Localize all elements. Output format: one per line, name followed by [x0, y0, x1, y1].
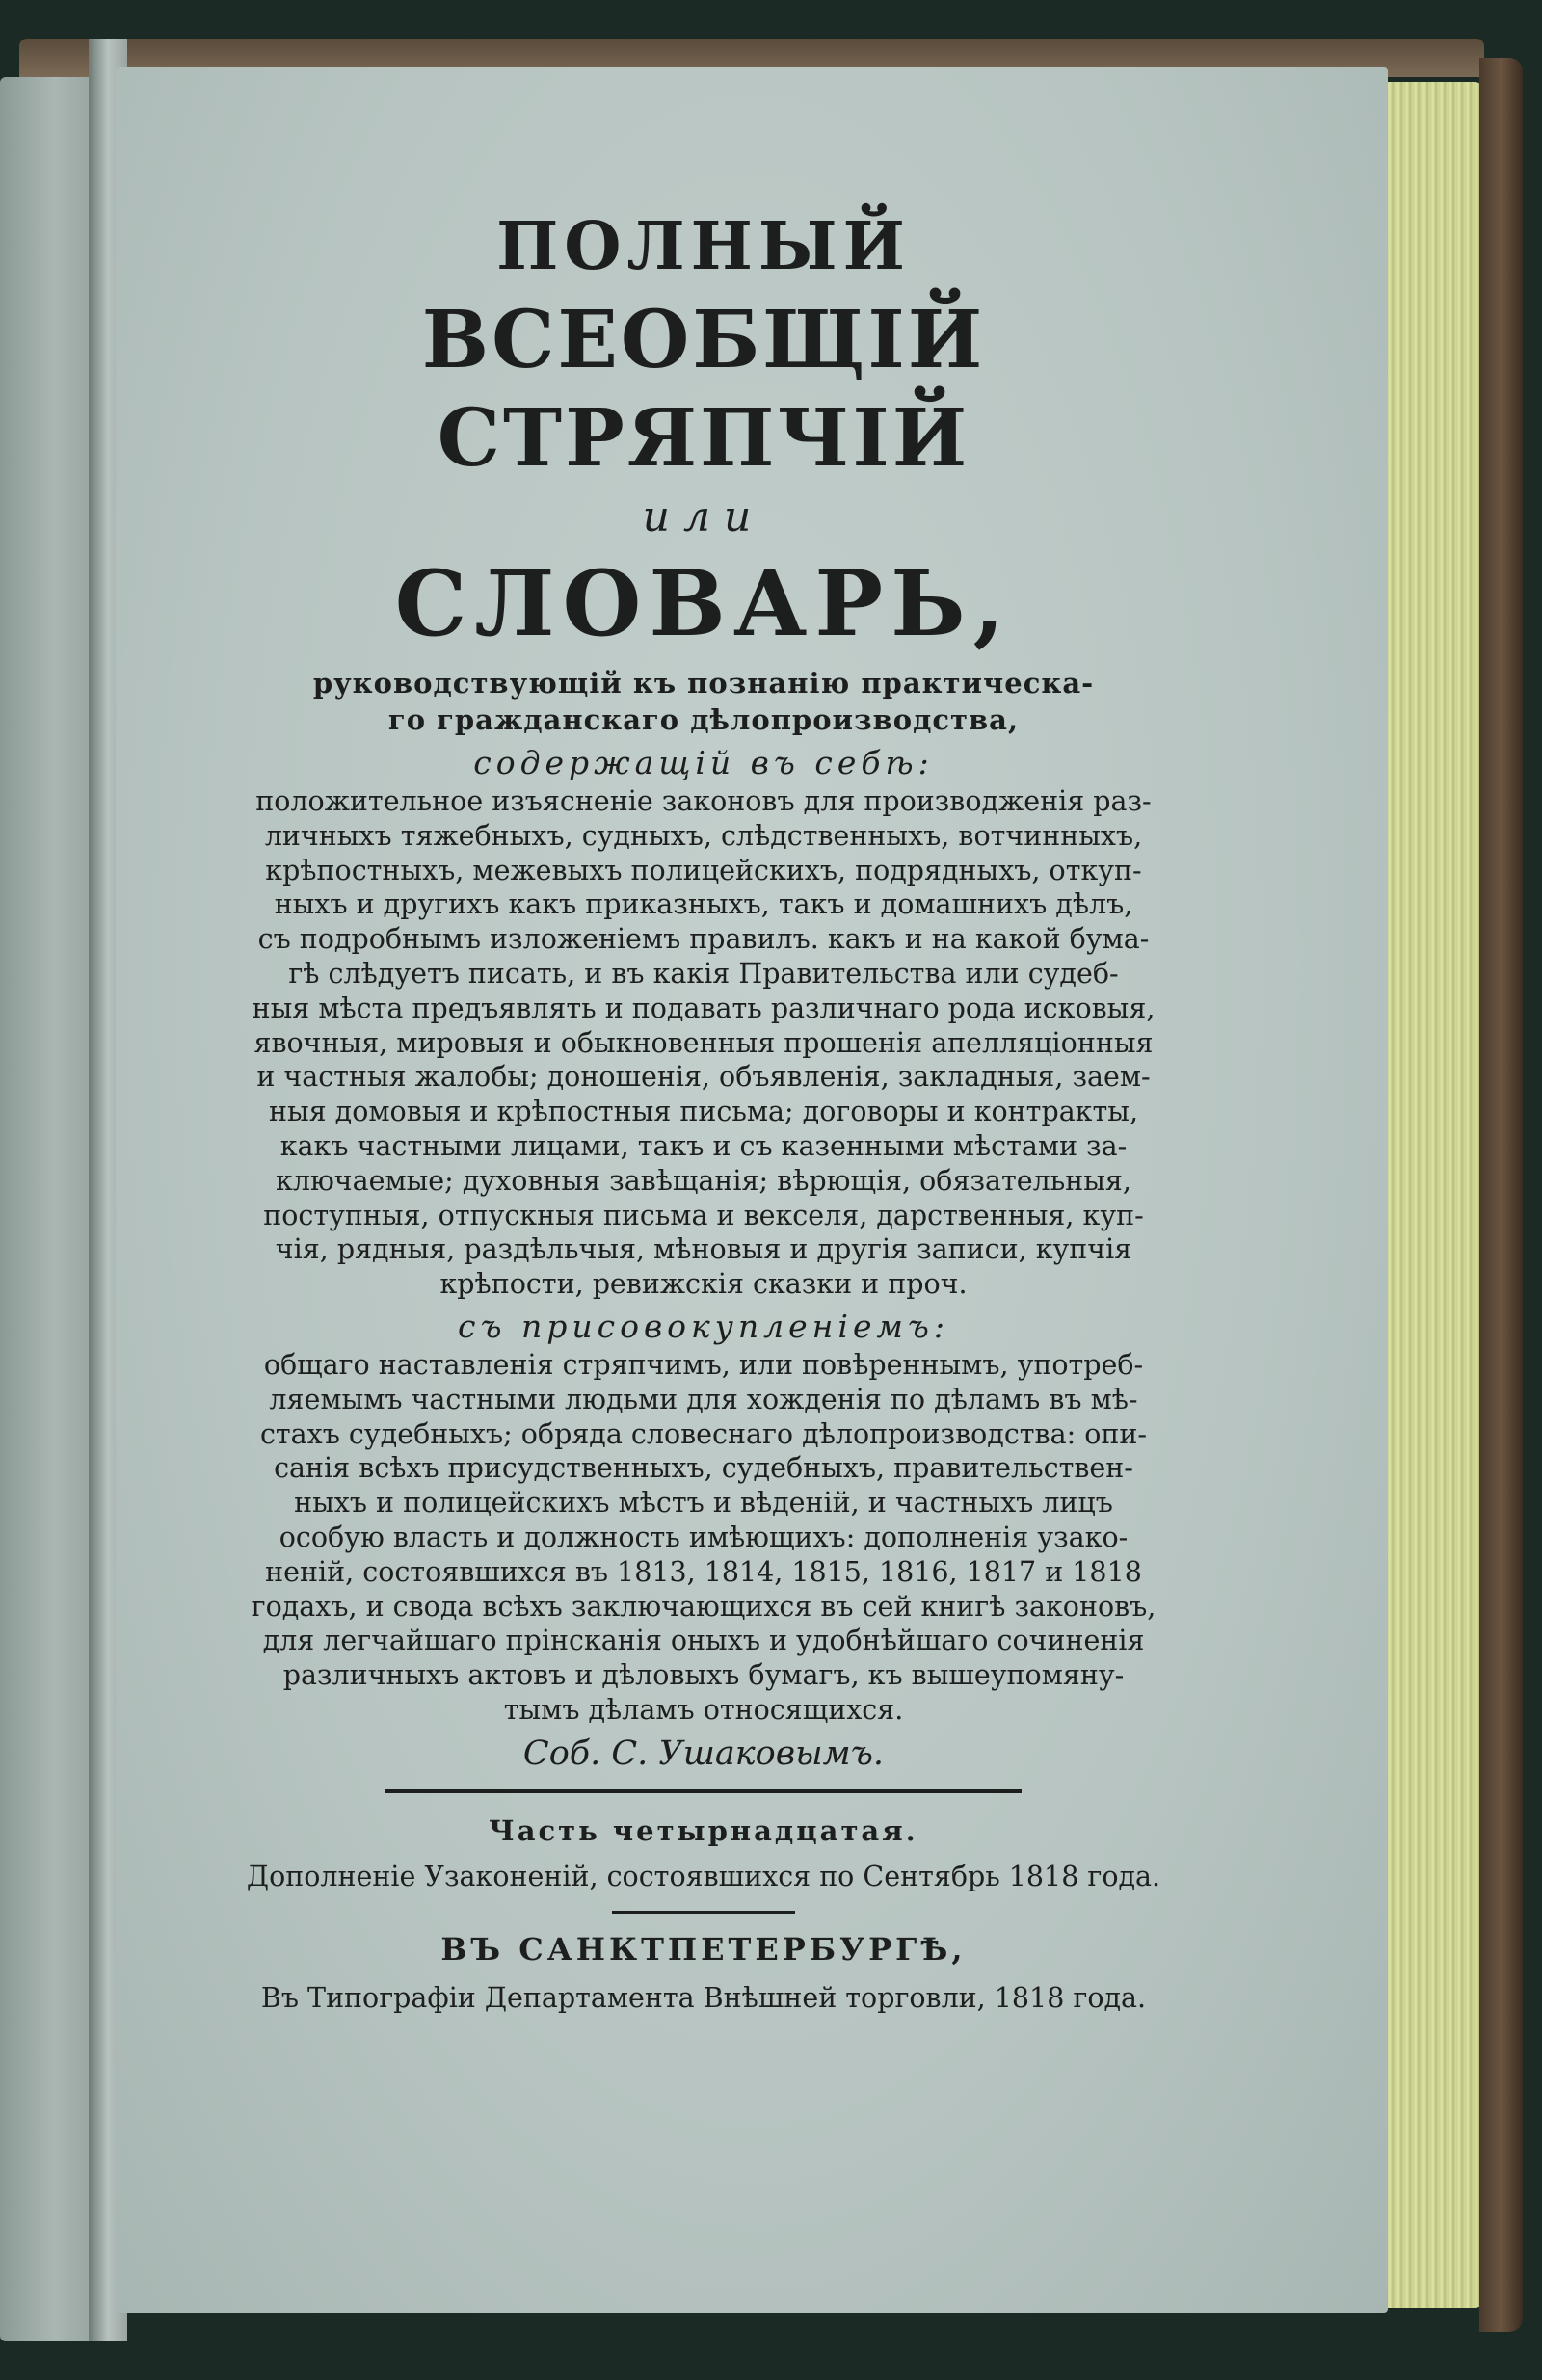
- subtitle-line-2: го гражданскаго дѣлопроизводства,: [387, 703, 1020, 736]
- imprint-printer: Въ Типографіи Департамента Внѣшней торговли, 1818 года.: [260, 1981, 1147, 2014]
- left-page-edge: [0, 77, 92, 2341]
- title-line-2: ВСЕОБЩІЙ СТРЯПЧІЙ: [421, 294, 986, 485]
- appendix-line: годахъ, и свода всѣхъ заключающихся въ сей книгѣ законовъ,: [251, 1590, 1156, 1623]
- author-credit: Соб. С. Ушаковымъ.: [522, 1733, 885, 1773]
- title-line-4: СЛОВАРЬ,: [394, 551, 1013, 657]
- contents-line: ключаемые; духовныя завѣщанія; вѣрющія, обязательныя,: [276, 1164, 1131, 1197]
- contents-line: ныя домовыя и крѣпостныя письма; договоры и контракты,: [268, 1096, 1139, 1128]
- appendix-line: стахъ судебныхъ; обряда словеснаго дѣлопроизводства: опи-: [259, 1417, 1148, 1450]
- appendix-paragraph: [193, 1348, 1214, 1728]
- contents-line: крѣпости, ревижскія сказки и проч.: [439, 1268, 968, 1301]
- appendix-line: неній, состоявшихся въ 1813, 1814, 1815, 1816, 1817 и 1818: [265, 1555, 1142, 1588]
- contents-line: поступныя, отпускныя письма и векселя, дарственныя, куп-: [263, 1199, 1144, 1231]
- contents-line: личныхъ тяжебныхъ, судныхъ, слѣдственныхъ, вотчинныхъ,: [264, 819, 1143, 852]
- supplement-note: Дополненіе Узаконеній, состоявшихся по Сентябрь 1818 года.: [246, 1860, 1161, 1892]
- appendix-line: особую власть и должность имѣющихъ: дополненія узако-: [279, 1521, 1129, 1553]
- appendix-line: санія всѣхъ присудственныхъ, судебныхъ, правительствен-: [274, 1452, 1133, 1485]
- contents-line: явочныя, мировыя и обыкновенныя прошенія апелляціонныя: [253, 1026, 1154, 1059]
- title-line-1: ПОЛНЫЙ: [496, 208, 911, 285]
- title-page-text: [193, 202, 1214, 2020]
- contents-line: съ подробнымъ изложеніемъ правилъ. какъ и на какой бума-: [257, 923, 1150, 956]
- contents-line: какъ частными лицами, такъ и съ казенными мѣстами за-: [279, 1129, 1128, 1162]
- page-block-edges: [1378, 82, 1484, 2308]
- appendix-line: для легчайшаго прінсканія оныхъ и удобнѣйшаго сочиненія: [262, 1625, 1145, 1657]
- contents-line: и частныя жалобы; доношенія, объявленія, закладныя, заем-: [256, 1061, 1151, 1094]
- subtitle-line-1: руководствующій къ познанію практическа-: [312, 667, 1095, 700]
- appendix-heading: съ присовокупленіемъ:: [458, 1307, 949, 1345]
- appendix-line: общаго наставленія стряпчимъ, или повѣреннымъ, употреб-: [263, 1348, 1144, 1381]
- appendix-line: различныхъ актовъ и дѣловыхъ бумагъ, къ вышеупомяну-: [282, 1659, 1125, 1692]
- contents-line: гѣ слѣдуетъ писать, и въ какія Правительства или судеб-: [288, 957, 1119, 990]
- contents-line: крѣпостныхъ, межевыхъ полицейскихъ, подрядныхъ, откуп-: [265, 854, 1142, 886]
- short-divider-rule: [612, 1911, 795, 1914]
- appendix-line: ныхъ и полицейскихъ мѣстъ и вѣденій, и частныхъ лицъ: [294, 1487, 1113, 1520]
- contents-line: чія, рядныя, раздѣльчыя, мѣновыя и другія записи, купчія: [275, 1233, 1132, 1266]
- contents-line: ныя мѣста предъявлять и подавать различнаго рода исковыя,: [252, 992, 1156, 1024]
- contains-heading: содержащій въ себѣ:: [473, 744, 934, 781]
- appendix-line: ляемымъ частными людьми для хожденія по дѣламъ въ мѣ-: [269, 1383, 1138, 1415]
- book-cover-right: [1479, 58, 1523, 2332]
- contents-line: положительное изъясненіе законовъ для производженія раз-: [255, 785, 1152, 817]
- appendix-line: тымъ дѣламъ относящихся.: [503, 1693, 904, 1726]
- divider-rule: [386, 1789, 1022, 1793]
- contents-line: ныхъ и другихъ какъ приказныхъ, такъ и домашнихъ дѣлъ,: [274, 888, 1133, 921]
- title-line-3: или: [642, 492, 765, 542]
- imprint-place: ВЪ САНКТПЕТЕРБУРГѢ,: [440, 1930, 967, 1968]
- contents-paragraph: [193, 784, 1214, 1302]
- part-number: Часть четырнадцатая.: [489, 1813, 918, 1847]
